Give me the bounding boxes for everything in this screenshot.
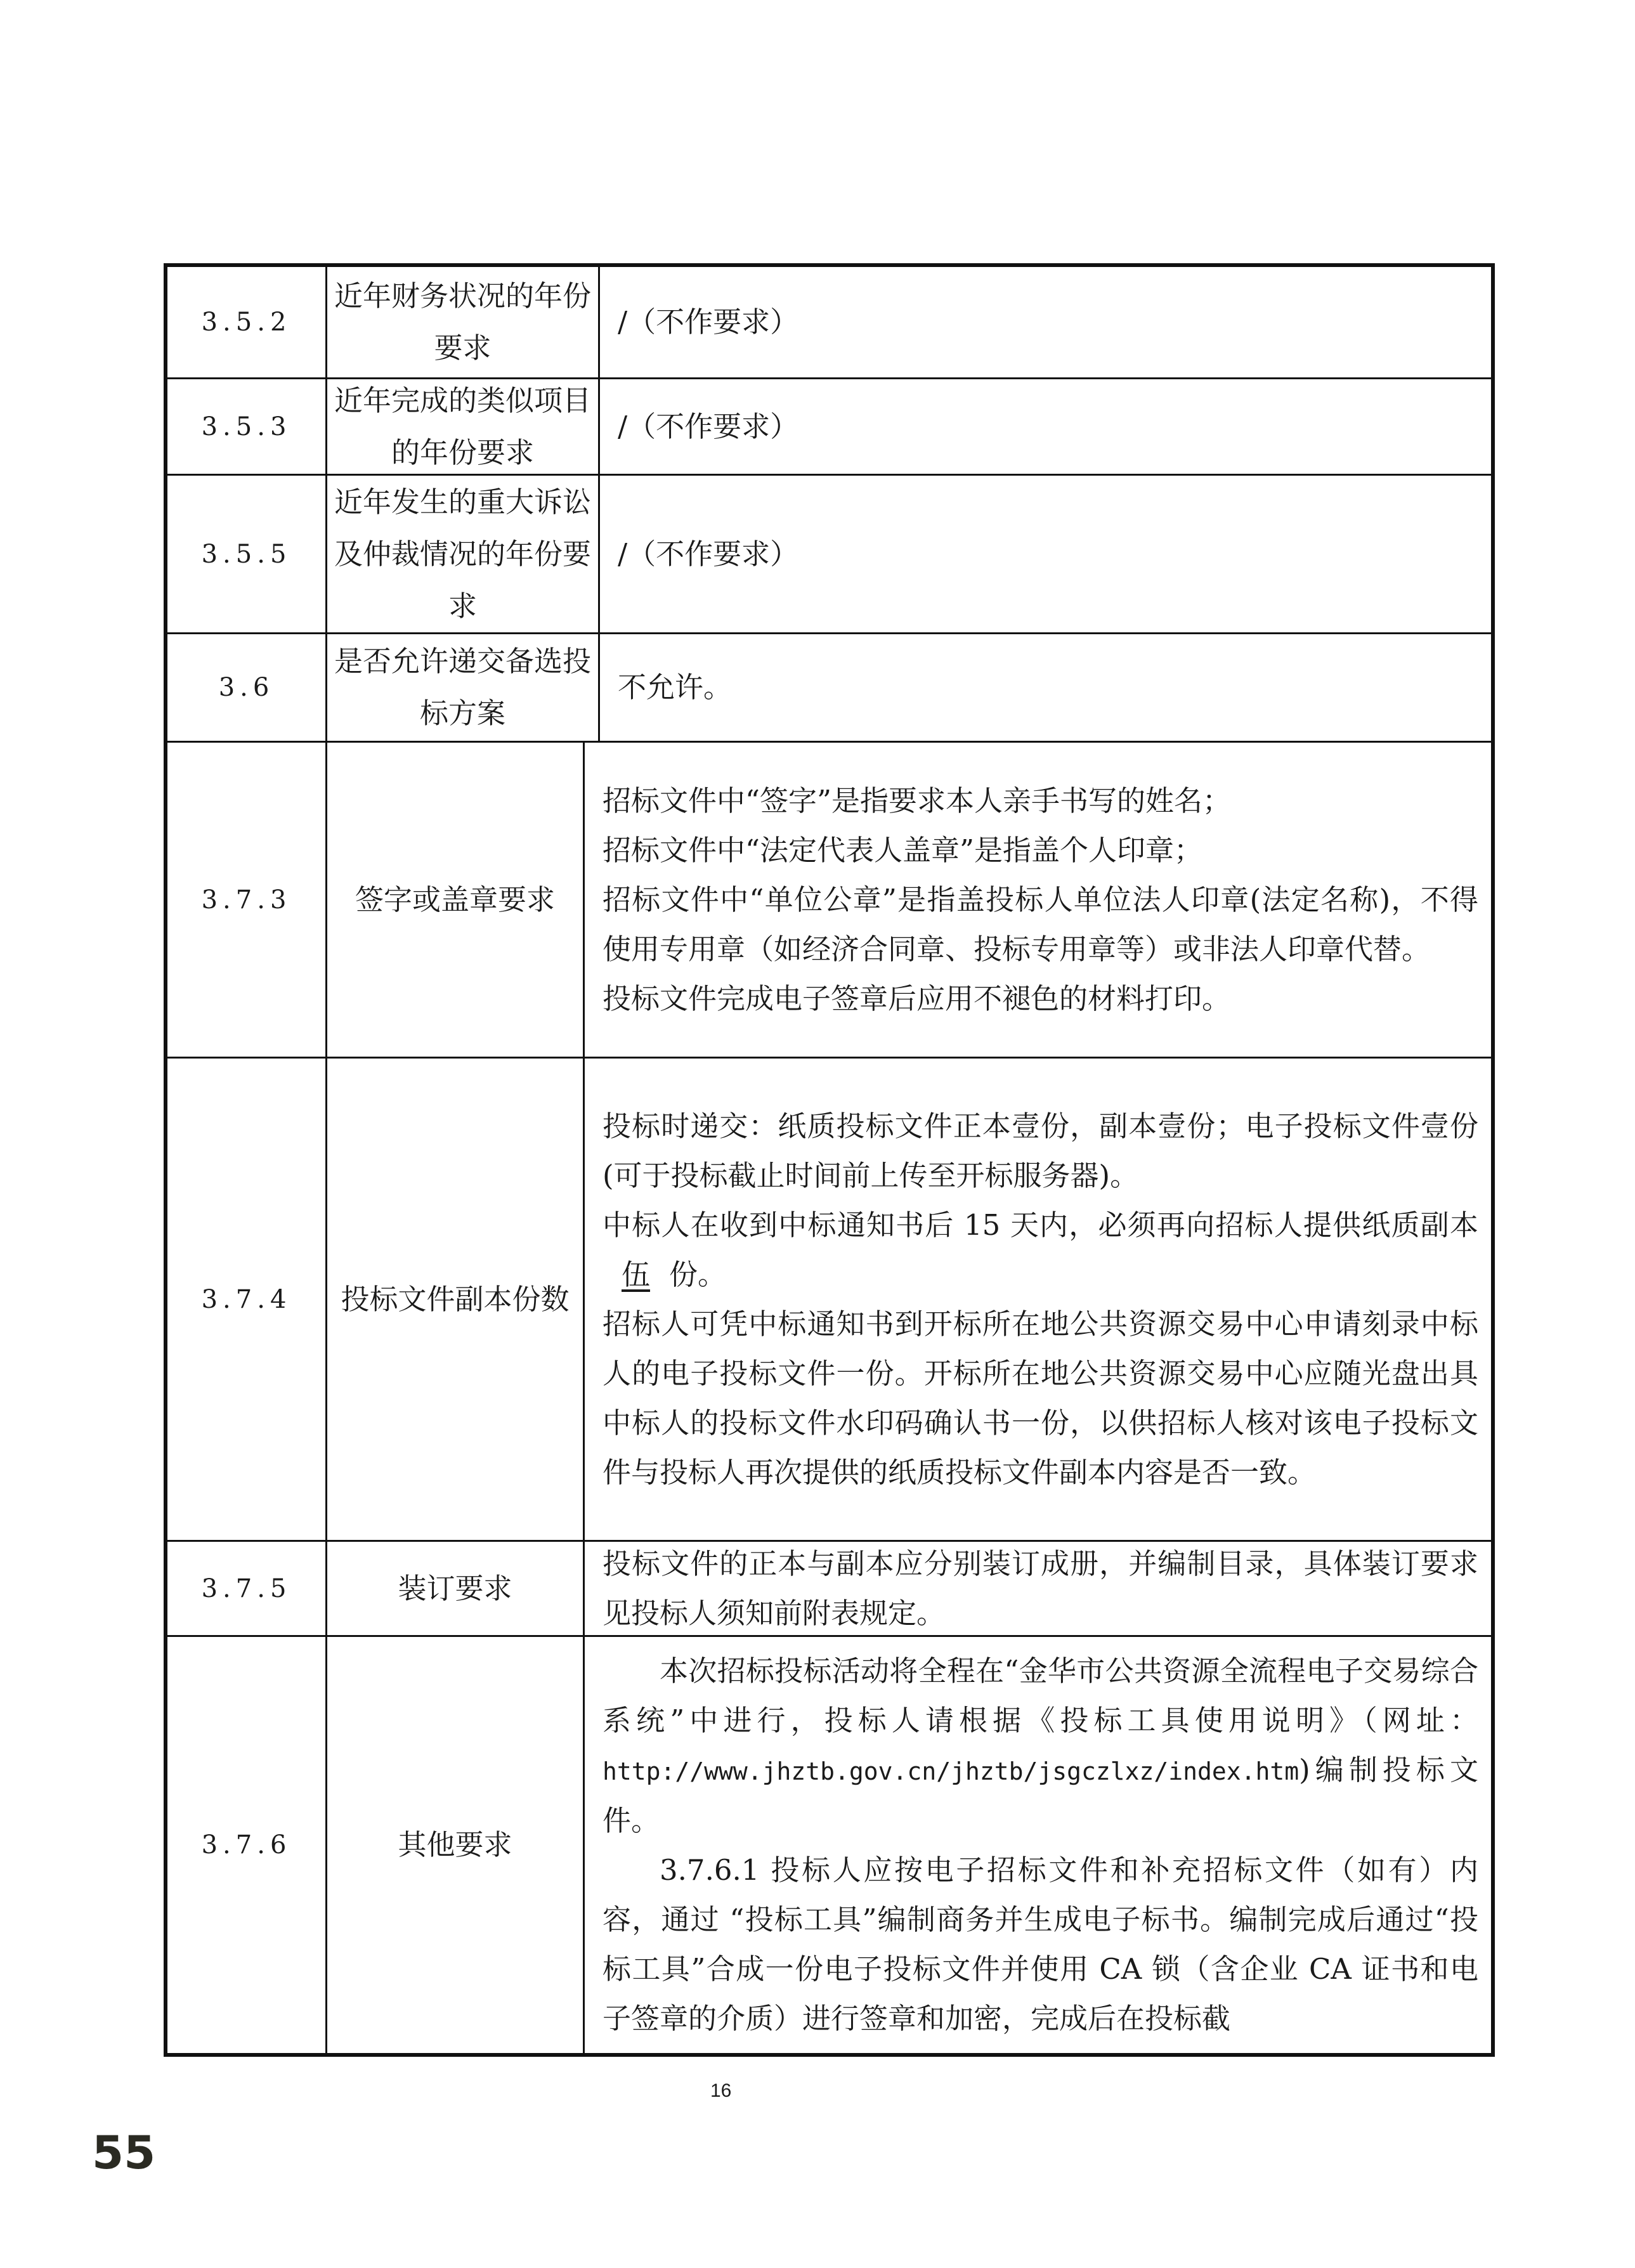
content-paragraph: 中标人在收到中标通知书后 15 天内，必须再向招标人提供纸质副本 伍 份。 — [603, 1208, 1478, 1291]
clause-item: 签字或盖章要求 — [327, 743, 585, 1057]
clause-content — [600, 379, 1491, 474]
clause-item: 装订要求 — [327, 1542, 585, 1635]
clause-item: 投标文件副本份数 — [327, 1059, 585, 1540]
clause-number: 3.5.5 — [167, 476, 327, 632]
clause-number: 3.7.6 — [167, 1637, 327, 2053]
table-row — [167, 476, 1491, 634]
clause-number: 3.7.3 — [167, 743, 327, 1057]
content-paragraph: 招标文件中“签字”是指要求本人亲手书写的姓名； — [603, 783, 1232, 818]
clause-content — [585, 1542, 1491, 1635]
table-row — [167, 634, 1491, 743]
content-paragraph: 投标文件的正本与副本应分别装订成册，并编制目录，具体装订要求见投标人须知前附表规定。 — [603, 1546, 1478, 1630]
content-paragraph: 3.7.6.1 投标人应按电子招标文件和补充招标文件（如有）内容，通过 “投标工具”编制商务并生成电子标书。编制完成后通过“投标工具”合成一份电子投标文件并使用 CA 锁（含企业 CA 证书和电子签章的介质）进行签章和加密，完成后在投标截 — [603, 1853, 1478, 2035]
clause-item: 近年发生的重大诉讼及仲裁情况的年份要求 — [327, 476, 600, 632]
page-number: 16 — [710, 2080, 732, 2101]
clause-item: 近年财务状况的年份要求 — [327, 267, 600, 377]
copies-count-fill: 伍 — [622, 1257, 651, 1291]
table-row — [167, 267, 1491, 379]
clause-number: 3.5.3 — [167, 379, 327, 474]
table-row — [167, 743, 1491, 1059]
clause-number: 3.7.4 — [167, 1059, 327, 1540]
content-paragraph: /（不作要求） — [618, 305, 799, 339]
clause-content — [600, 267, 1491, 377]
table-row — [167, 1637, 1491, 2053]
content-paragraph: 招标文件中“法定代表人盖章”是指盖个人印章； — [603, 833, 1203, 867]
clause-content — [585, 743, 1491, 1057]
clause-number: 3.6 — [167, 634, 327, 741]
clause-content — [600, 634, 1491, 741]
content-paragraph: 投标时递交：纸质投标文件正本壹份，副本壹份；电子投标文件壹份(可于投标截止时间前上传至开标服务器)。 — [603, 1109, 1478, 1192]
content-paragraph: 投标文件完成电子签章后应用不褪色的材料打印。 — [603, 981, 1231, 1015]
content-paragraph: 招标人可凭中标通知书到开标所在地公共资源交易中心申请刻录中标人的电子投标文件一份。开标所在地公共资源交易中心应随光盘出具中标人的投标文件水印码确认书一份，以供招标人核对该电子投标文件与投标人再次提供的纸质投标文件副本内容是否一致。 — [603, 1307, 1478, 1489]
clause-content — [585, 1637, 1491, 2053]
content-paragraph: 招标文件中“单位公章”是指盖投标人单位法人印章(法定名称)，不得使用专用章（如经济合同章、投标专用章等）或非法人印章代替。 — [603, 882, 1478, 966]
content-paragraph: /（不作要求） — [618, 537, 799, 571]
bid-requirements-table — [164, 263, 1495, 2057]
table-row — [167, 1542, 1491, 1637]
tool-guide-link[interactable]: http://www.jhztb.gov.cn/jhztb/jsgczlxz/index.htm — [603, 1757, 1300, 1785]
table-row — [167, 1059, 1491, 1542]
content-paragraph: /（不作要求） — [618, 409, 799, 443]
clause-item: 其他要求 — [327, 1637, 585, 2053]
stamped-page-number: 55 — [92, 2126, 156, 2179]
clause-item: 是否允许递交备选投标方案 — [327, 634, 600, 741]
clause-content — [585, 1059, 1491, 1540]
clause-number: 3.7.5 — [167, 1542, 327, 1635]
clause-content — [600, 476, 1491, 632]
content-paragraph: 不允许。 — [618, 670, 733, 704]
table-row — [167, 379, 1491, 476]
clause-number: 3.5.2 — [167, 267, 327, 377]
content-paragraph: 本次招标投标活动将全程在“金华市公共资源全流程电子交易综合系统”中进行，投标人请根据《投标工具使用说明》（网址：http://www.jhztb.gov.cn/jhztb/jsgczlxz/index.htm)编制投标文件。 — [603, 1654, 1478, 1837]
clause-item: 近年完成的类似项目的年份要求 — [327, 379, 600, 474]
